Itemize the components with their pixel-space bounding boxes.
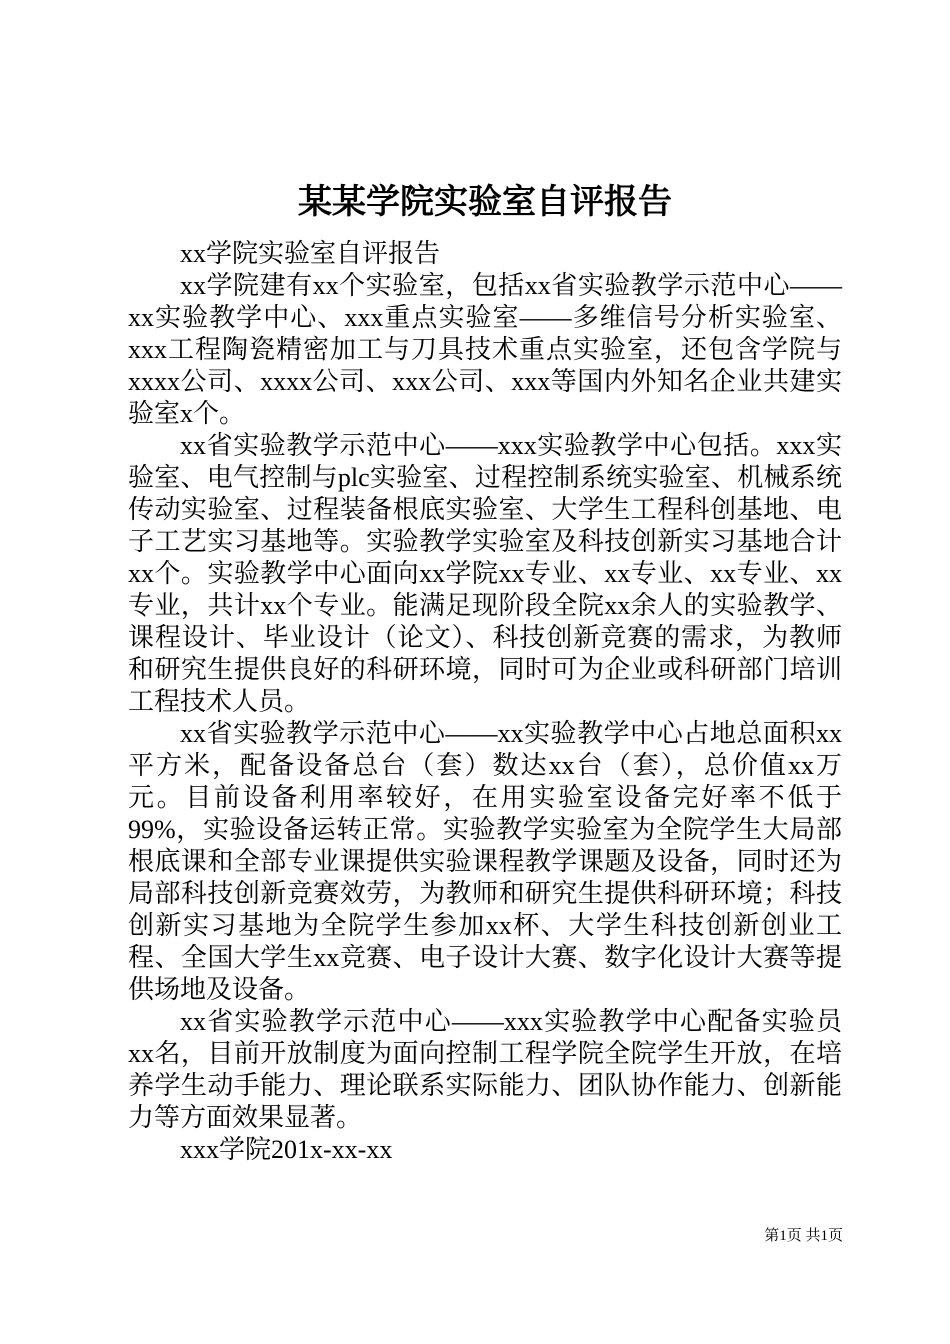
paragraph-center-composition: xx省实验教学示范中心——xxx实验教学中心包括。xxx实验室、电气控制与plc实验室、过程控制系统实验室、机械系统传动实验室、过程装备根底实验室、大学生工程科创基地、电子工艺实习基地等。实验教学实验室及科技创新实习基地合计xx个。实验教学中心面向xx学院xx专业、xx专业、xx专业、xx专业，共计xx个专业。能满足现阶段全院xx余人的实验教学、课程设计、毕业设计（论文）、科技创新竞赛的需求，为教师和研究生提供良好的科研环境，同时可为企业或科研部门培训工程技术人员。 (128, 431, 842, 716)
document-title: 某某学院实验室自评报告 (298, 184, 672, 221)
paragraph-equipment: xx省实验教学示范中心——xx实验教学中心占地总面积xx平方米，配备设备总台（套）数达xx台（套），总价值xx万元。目前设备利用率较好，在用实验室设备完好率不低于99%，实验设备运转正常。实验教学实验室为全院学生大局部根底课和全部专业课提供实验课程教学课题及设备，同时还为局部科技创新竞赛效劳，为教师和研究生提供科研环境；科技创新实习基地为全院学生参加xx杯、大学生科技创新创业工程、全国大学生xx竞赛、电子设计大赛、数字化设计大赛等提供场地及设备。 (128, 719, 842, 1004)
page-footer (764, 1226, 843, 1246)
paragraph-signature: xxx学院201x-xx-xx (180, 1135, 393, 1164)
paragraph-staff: xx省实验教学示范中心——xxx实验教学中心配备实验员xx名，目前开放制度为面向控制工程学院全院学生开放，在培养学生动手能力、理论联系实际能力、团队协作能力、创新能力等方面效果显著。 (128, 1007, 842, 1132)
paragraph-overview: xx学院建有xx个实验室，包括xx省实验教学示范中心——xx实验教学中心、xxx重点实验室——多维信号分析实验室、xxx工程陶瓷精密加工与刀具技术重点实验室，还包含学院与xxxx公司、xxxx公司、xxx公司、xxx等国内外知名企业共建实验室x个。 (128, 271, 842, 428)
paragraph-subtitle: xx学院实验室自评报告 (180, 239, 441, 268)
document-content (128, 180, 842, 1166)
page-number-text: 第1页 共1页 (764, 1228, 843, 1244)
